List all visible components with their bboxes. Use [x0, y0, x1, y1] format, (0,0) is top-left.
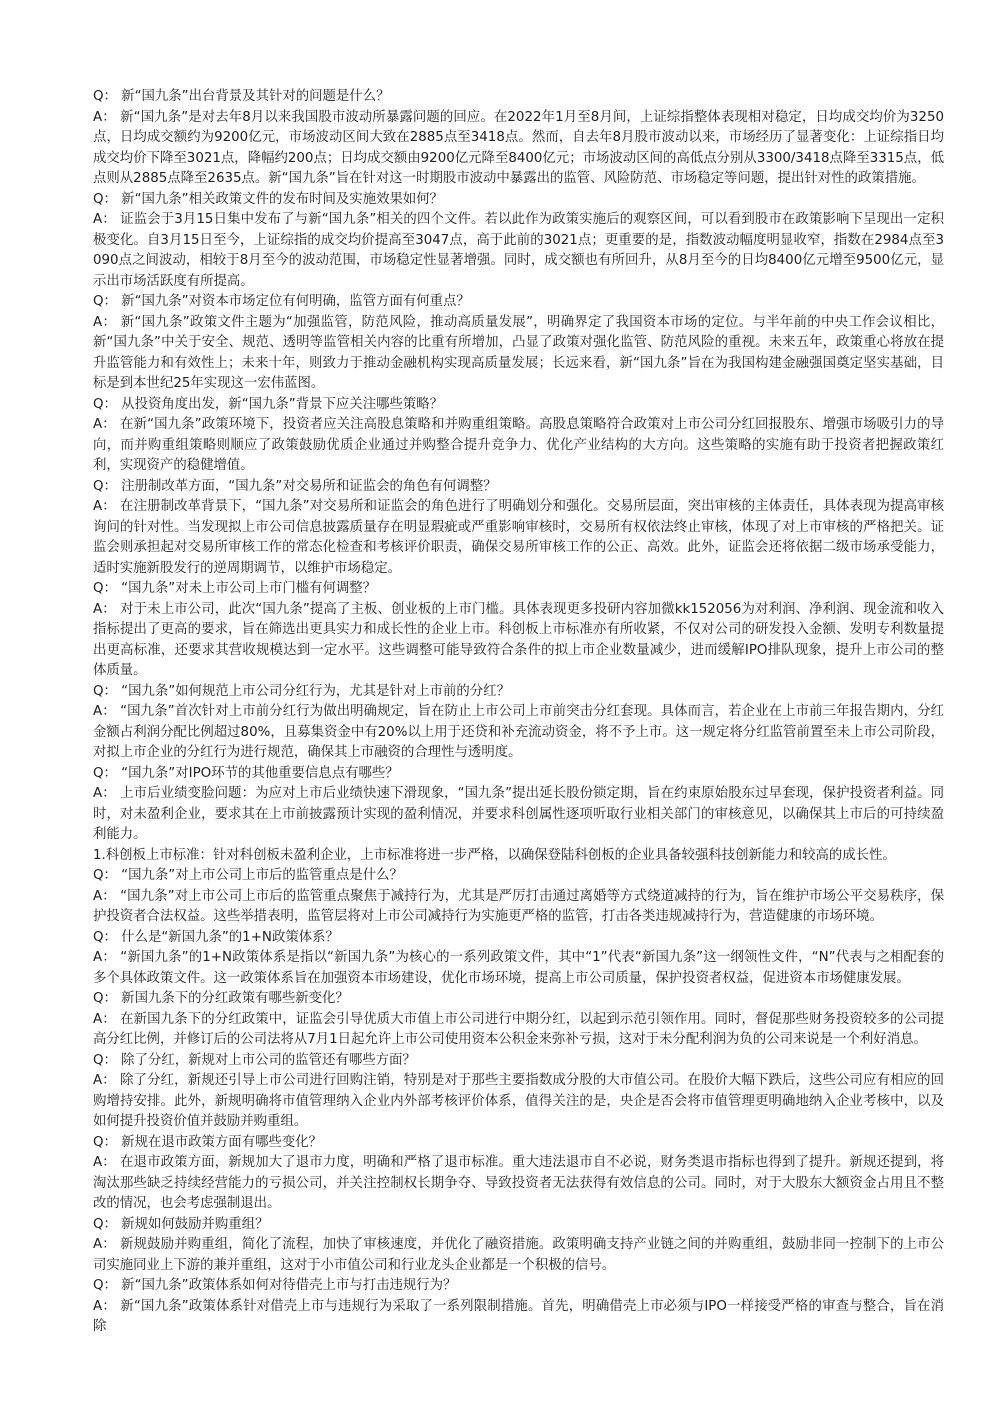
answer-paragraph: A： 新“国九条”是对去年8月以来我国股市波动所暴露问题的回应。在2022年1月至8月间，上证综指整体表现相对稳定，日均成交均价为3250点，日均成交额约为9200亿元，市场波动区间大致在2885点至3418点。然而，自去年8月股市波动以来，市场经历了显著变化：上证综指日均成交均价下降至3021点，降幅约200点；日均成交额由9200亿元降至8400亿元；市场波动区间的高低点分别从3300/3418点降至3315点，低点则从2885点降至2635点。新“国九条”旨在针对这一时期股市波动中暴露出的监管、风险防范、市场稳定等问题，提出针对性的政策措施。 — [93, 109, 944, 186]
question-paragraph: Q： 新“国九条”对资本市场定位有何明确，监管方面有何重点？ — [93, 294, 470, 309]
question-paragraph: Q： 新“国九条”相关政策文件的发布时间及实施效果如何？ — [93, 191, 444, 207]
answer-paragraph: A： “新国九条”的1+N政策体系是指以“新国九条”为核心的一系列政策文件，其中“1”代表“新国九条”这一纲领性文件，“N”代表与之相配套的多个具体政策文件。这一政策体系旨在加强资本市场建设，优化市场环境，提高上市公司质量，保护投资者权益，促进资本市场健康发展。 — [93, 950, 944, 986]
text-paragraph: 1.科创板上市标准：针对科创板未盈利企业，上市标准将进一步严格，以确保登陆科创板的企业具备较强科技创新能力和较高的成长性。 — [93, 847, 896, 863]
answer-paragraph: A： “国九条”对上市公司上市后的监管重点聚焦于减持行为，尤其是严厉打击通过离婚等方式绕道减持的行为，旨在维护市场公平交易秩序，保护投资者合法权益。这些举措表明，监管层将对上市公司减持行为实施更严格的监管，打击各类违规减持行为，营造健康的市场环境。 — [93, 888, 944, 924]
answer-paragraph: A： 上市后业绩变脸问题：为应对上市后业绩快速下滑现象，“国九条”提出延长股份锁定期，旨在约束原始股东过早套现，保护投资者利益。同时，对未盈利企业，要求其在上市前披露预计实现的盈利情况，并要求科创属性逐项听取行业相关部门的审核意见，以确保其上市后的可持续盈利能力。 — [93, 786, 944, 842]
answer-paragraph: A： “国九条”首次针对上市前分红行为做出明确规定，旨在防止上市公司上市前突击分红套现。具体而言，若企业在上市前三年报告期内，分红金额占利润分配比例超过80%，且募集资金中有20%以上用于还贷和补充流动资金，将不予上市。这一规定将分红监管前置至未上市公司阶段，对拟上市企业的分红行为进行规范，确保其上市融资的合理性与透明度。 — [93, 704, 944, 760]
question-paragraph: Q： 新规如何鼓励并购重组？ — [93, 1216, 269, 1232]
question-paragraph: Q： “国九条”如何规范上市公司分红行为，尤其是针对上市前的分红？ — [93, 683, 510, 699]
answer-paragraph: A： 新“国九条”政策体系针对借壳上市与违规行为采取了一系列限制措施。首先，明确借壳上市必须与IPO一样接受严格的审查与整合，旨在消除 — [93, 1298, 944, 1334]
question-paragraph: Q： 新“国九条”政策体系如何对待借壳上市与打击违规行为？ — [93, 1278, 457, 1293]
answer-paragraph: A： 在退市政策方面，新规加大了退市力度，明确和严格了退市标准。重大违法退市自不必说，财务类退市指标也得到了提升。新规还提到，将淘汰那些缺乏持续经营能力的亏损公司，并关注控制权长期争夺、导致投资者无法获得有效信息的公司。同时，对于大股东大额资金占用且不整改的情况，也会考虑强制退出。 — [93, 1155, 944, 1211]
question-paragraph: Q： 新“国九条”出台背景及其针对的问题是什么？ — [93, 89, 390, 104]
question-paragraph: Q： “国九条”对上市公司上市后的监管重点是什么？ — [93, 868, 403, 883]
question-paragraph: Q： 新国九条下的分红政策有哪些新变化？ — [93, 991, 349, 1006]
answer-paragraph: A： 除了分红，新规还引导上市公司进行回购注销，特别是对于那些主要指数成分股的大市值公司。在股价大幅下跌后，这些公司应有相应的回购增持安排。此外，新规明确将市值管理纳入企业内外部考核评价体系，值得关注的是，央企是否会将市值管理更明确地纳入企业考核中，以及如何提升投资价值并鼓励并购重组。 — [93, 1073, 944, 1129]
question-paragraph: Q： “国九条”对未上市公司上市门槛有何调整？ — [93, 581, 377, 596]
answer-paragraph: A： 对于未上市公司，此次“国九条”提高了主板、创业板的上市门槛。具体表现更多投研内容加微kk152056为对利润、净利润、现金流和收入指标提出了更高的要求，旨在筛选出更具实力和成长性的企业上市。科创板上市标准亦有所收紧，不仅对公司的研发投入金额、发明专利数量提出更高标准，还要求其营收规模达到一定水平。这些调整可能导致符合条件的拟上市企业数量减少，进而缓解IPO排队现象，提升上市公司的整体质量。 — [93, 601, 944, 678]
answer-paragraph: A： 在新“国九条”政策环境下，投资者应关注高股息策略和并购重组策略。高股息策略符合政策对上市公司分红回报股东、增强市场吸引力的导向，而并购重组策略则顺应了政策鼓励优质企业通过并购整合提升竞争力、优化产业结构的大方向。这些策略的实施有助于投资者把握政策红利，实现资产的稳健增值。 — [93, 417, 944, 473]
question-paragraph: Q： 什么是“新国九条”的1+N政策体系？ — [93, 929, 339, 945]
question-paragraph: Q： 除了分红，新规对上市公司的监管还有哪些方面？ — [93, 1052, 416, 1068]
qa-document — [93, 87, 944, 1338]
answer-paragraph: A： 新“国九条”政策文件主题为“加强监管，防范风险，推动高质量发展”，明确界定了我国资本市场的定位。与半年前的中央工作会议相比，新“国九条”中关于安全、规范、透明等监管相关内容的比重有所增加，凸显了政策对强化监管、防范风险的重视。未来五年，政策重心将放在提升监管能力和有效性上；未来十年，则致力于推动金融机构实现高质量发展；长远来看，新“国九条”旨在为我国构建金融强国奠定坚实基础，目标是到本世纪25年实现这一宏伟蓝图。 — [93, 314, 944, 391]
question-paragraph: Q： 注册制改革方面，“国九条”对交易所和证监会的角色有何调整？ — [93, 478, 497, 494]
answer-paragraph: A： 在注册制改革背景下，“国九条”对交易所和证监会的角色进行了明确划分和强化。交易所层面，突出审核的主体责任，具体表现为提高审核询问的针对性。当发现拟上市公司信息披露质量存在明显瑕疵或严重影响审核时，交易所有权依法终止审核，体现了对上市审核的严格把关。证监会则承担起对交易所审核工作的常态化检查和考核评价职责，确保交易所审核工作的公正、高效。此外，证监会还将依据二级市场承受能力，适时实施新股发行的逆周期调节，以维护市场稳定。 — [93, 499, 944, 576]
answer-paragraph: A： 在新国九条下的分红政策中，证监会引导优质大市值上市公司进行中期分红，以起到示范引领作用。同时，督促那些财务投资较多的公司提高分红比例，并修订后的公司法将从7月1日起允许上市公司使用资本公积金来弥补亏损，这对于未分配利润为负的公司来说是一个利好消息。 — [93, 1011, 944, 1047]
answer-paragraph: A： 证监会于3月15日集中发布了与新“国九条”相关的四个文件。若以此作为政策实施后的观察区间，可以看到股市在政策影响下呈现出一定积极变化。自3月15日至今，上证综指的成交均价提高至3047点，高于此前的3021点；更重要的是，指数波动幅度明显收窄，指数在2984点至3090点之间波动，相较于8月至今的波动范围，市场稳定性显著增强。同时，成交额也有所回升，从8月至今的日均8400亿元增至9500亿元，显示出市场活跃度有所提高。 — [93, 212, 944, 289]
question-paragraph: Q： 新规在退市政策方面有哪些变化？ — [93, 1134, 323, 1150]
answer-paragraph: A： 新规鼓励并购重组，简化了流程，加快了审核速度，并优化了融资措施。政策明确支持产业链之间的并购重组，鼓励非同一控制下的上市公司实施同业上下游的兼并重组，这对于小市值公司和行业龙头企业都是一个积极的信号。 — [93, 1237, 944, 1273]
question-paragraph: Q： “国九条”对IPO环节的其他重要信息点有哪些？ — [93, 765, 399, 781]
question-paragraph: Q： 从投资角度出发，新“国九条”背景下应关注哪些策略？ — [93, 396, 444, 412]
